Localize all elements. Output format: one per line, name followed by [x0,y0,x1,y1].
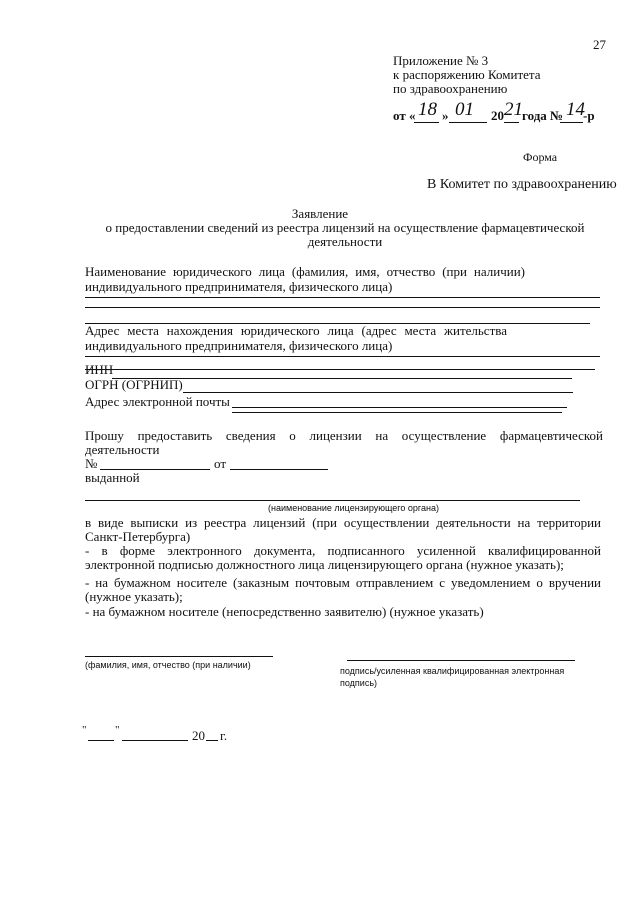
date-day: 18 [418,99,437,120]
year-underline [504,122,519,123]
fio-caption: (фамилия, имя, отчество (при наличии) [85,660,251,670]
footer-quote-open: " [82,724,87,736]
date-prefix: от « [393,108,416,123]
option-2-line-1: - в форме электронного документа, подписанного усиленной квалифицированной [85,543,601,558]
footer-day-field[interactable] [88,740,114,741]
ogrn-field-line[interactable] [183,392,573,393]
inn-label: ИНН [85,362,114,377]
name-field-line-1[interactable] [85,297,600,298]
year-prefix: 20 [491,108,504,123]
issued-label: выданной [85,470,140,485]
inn-field-line-1[interactable] [85,369,595,370]
appendix-line-3: по здравоохранению [393,81,508,96]
option-1-line-1: в виде выписки из реестра лицензий (при осуществлении деятельности на территории [85,515,601,530]
name-label-line-2: индивидуального предпринимателя, физического лица) [85,279,393,294]
date-sep: » [442,108,449,123]
page-number: 27 [593,37,606,52]
request-line-1: Прошу предоставить сведения о лицензии на осуществление фармацевтической [85,428,603,443]
year-suffix: 21 [504,99,523,120]
footer-year-suffix: г. [220,728,228,743]
license-date-label: от [214,456,227,471]
address-label-line-2: индивидуального предпринимателя, физического лица) [85,338,393,353]
signature-caption-line-1: подпись/усиленная квалифицированная электронная [340,666,565,676]
number-underline [560,122,583,123]
address-field-line[interactable] [85,356,600,357]
appendix-line-1: Приложение № 3 [393,53,489,68]
footer-year-prefix: 20 [192,728,205,743]
day-underline [414,122,439,123]
title-line-1: Заявление [291,206,349,221]
option-3-line-1: - на бумажном носителе (заказным почтовым отправлением с уведомлением о вручении [85,575,601,590]
month-underline [449,122,487,123]
number-suffix: -р [583,108,595,123]
option-4: - на бумажном носителе (непосредственно заявителю) (нужное указать) [85,604,484,619]
name-field-line-2[interactable] [85,307,600,308]
title-line-2: о предоставлении сведений из реестра лицензий на осуществление фармацевтической [105,220,585,235]
signature-field-line[interactable] [347,660,575,661]
title-line-3: деятельности [307,234,383,249]
email-field-line-2[interactable] [232,412,562,413]
authority-field-line[interactable] [85,500,580,501]
authority-caption: (наименование лицензирующего органа) [268,503,439,513]
order-number: 14 [566,99,585,120]
footer-quote-close: " [115,724,120,736]
fio-field-line[interactable] [85,656,273,657]
option-1-line-2: Санкт-Петербурга) [85,529,191,544]
option-3-line-2: (нужное указать); [85,589,183,604]
name-label-line-1: Наименование юридического лица (фамилия, имя, отчество (при наличии) [85,264,525,279]
option-2-line-2: электронной подписью должностного лица лицензирующего органа (нужное указать); [85,557,564,572]
appendix-line-2: к распоряжению Комитета [393,67,541,82]
year-word: года № [522,108,564,123]
date-month: 01 [455,99,474,120]
footer-year-field[interactable] [206,740,218,741]
footer-month-field[interactable] [122,740,188,741]
email-field-line-1[interactable] [232,407,567,408]
form-label: Форма [523,150,558,164]
address-label-line-1: Адрес места нахождения юридического лица (адрес места жительства [85,323,507,338]
email-label: Адрес электронной почты [85,394,230,409]
ogrn-label: ОГРН (ОГРНИП) [85,377,183,392]
license-date-field[interactable] [230,469,328,470]
request-line-2: деятельности [85,442,160,457]
addressee: В Комитет по здравоохранению [427,177,617,192]
license-number-label: № [85,456,98,471]
signature-caption-line-2: подпись) [340,678,378,688]
